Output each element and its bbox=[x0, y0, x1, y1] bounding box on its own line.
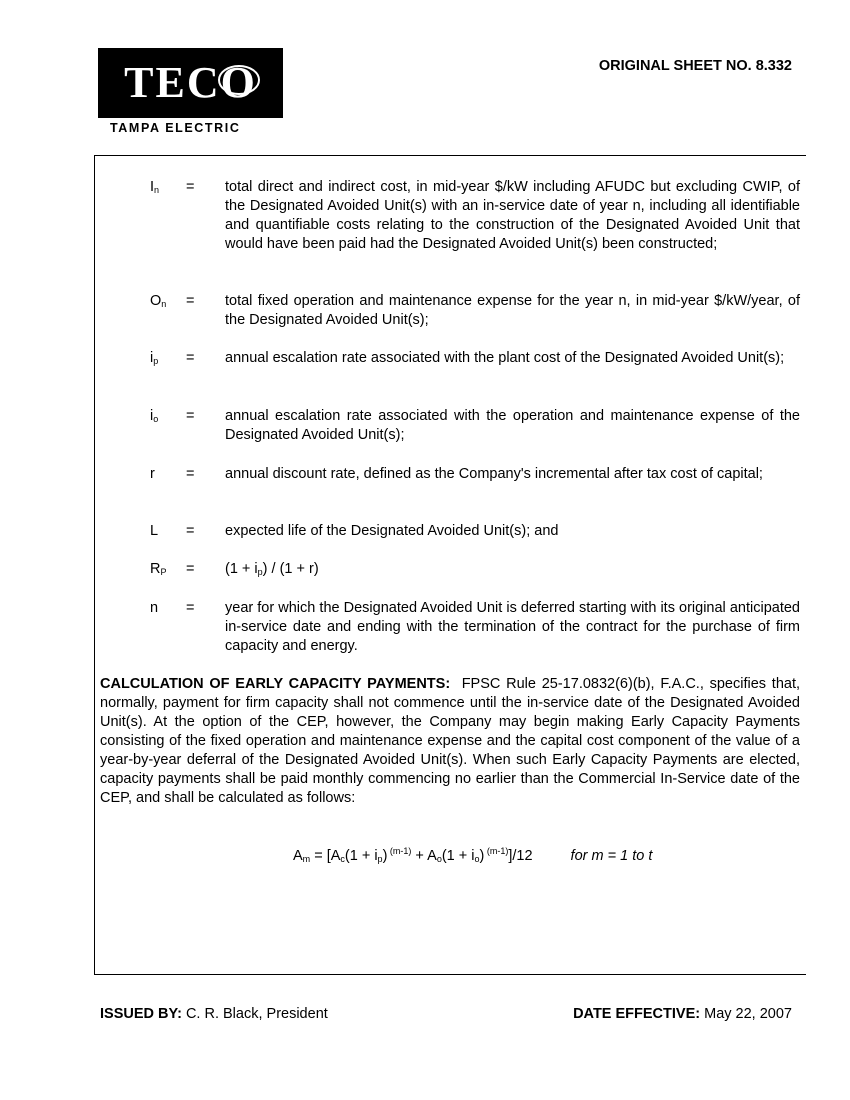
formula-range: for m = 1 to t bbox=[570, 848, 653, 864]
issued-by bbox=[100, 1006, 328, 1022]
issued-label: ISSUED BY: bbox=[100, 1006, 182, 1022]
section-heading: CALCULATION OF EARLY CAPACITY PAYMENTS: bbox=[100, 676, 451, 692]
definition-n: n = year for which the Designated Avoided Unit is deferred starting with its original anticipated in-service date and ending with the termination of the contract for the purchase of firm capacity and energy. bbox=[150, 600, 800, 654]
definition-l: L = expected life of the Designated Avoided Unit(s); and bbox=[150, 522, 800, 541]
definition-rp: $R_P$ = $(1 + i_p) / (1 + r)$ bbox=[150, 560, 800, 582]
date-label: DATE EFFECTIVE: bbox=[573, 1006, 701, 1022]
logo-swoosh-icon bbox=[216, 62, 262, 98]
definition-text: total fixed operation and maintenance expense for the year n, in mid-year $/kW/year, of the Designated Avoided Unit(s); bbox=[225, 293, 800, 328]
definition-text: expected life of the Designated Avoided Unit(s); and bbox=[225, 523, 559, 539]
sheet-number: ORIGINAL SHEET NO. 8.332 bbox=[598, 58, 792, 74]
early-capacity-section bbox=[100, 675, 800, 808]
issued-value: C. R. Black, President bbox=[185, 1006, 328, 1022]
date-value: May 22, 2007 bbox=[704, 1006, 792, 1022]
definition-text: annual escalation rate associated with the plant cost of the Designated Avoided Unit(s); bbox=[225, 350, 785, 366]
logo-wordmark: TECO bbox=[124, 58, 257, 107]
definition-in: $I_n$ = total direct and indirect cost, in mid-year $/kW including AFUDC but excluding CWIP, of the Designated Avoided Unit(s) with an in-service date of year n, including all identifiable and quantifiable costs relating to the construction of the Designated Avoided Unit that would have been paid had the Designated Avoided Unit(s) been constructed; bbox=[150, 179, 800, 252]
date-effective bbox=[573, 1006, 792, 1022]
definition-text: total direct and indirect cost, in mid-year $/kW including AFUDC but excluding CWIP, of the Designated Avoided Unit(s) with an in-service date of year n, including all identifiable and quantifiable costs relating to the construction of the Designated Avoided Unit that would have been paid had the Designated Avoided Unit(s) been constructed; bbox=[225, 179, 800, 252]
early-capacity-formula: $A_m = [A_c(1 + i_p) ^{(m-1)} + A_o(1 + i_o)$ $^{(m-1)}$]/12 for m = 1 to t bbox=[293, 846, 653, 864]
rp-formula: $(1 + i_p) / (1 + r)$ bbox=[225, 561, 319, 577]
definition-text: year for which the Designated Avoided Unit is deferred starting with its original anticipated in-service date and ending with the termination of the contract for the purchase of firm capacity and energy. bbox=[225, 600, 800, 654]
definition-text: annual discount rate, defined as the Company's incremental after tax cost of capital; bbox=[225, 466, 763, 482]
definition-text: annual escalation rate associated with the operation and maintenance expense of the Designated Avoided Unit(s); bbox=[225, 408, 800, 443]
definition-on: $O_n$ = total fixed operation and maintenance expense for the year n, in mid-year $/kW/year, of the Designated Avoided Unit(s); bbox=[150, 293, 800, 328]
logo-subtitle: TAMPA ELECTRIC bbox=[110, 121, 241, 135]
definition-r: r = annual discount rate, defined as the Company's incremental after tax cost of capital; bbox=[150, 465, 800, 484]
section-body: FPSC Rule 25-17.0832(6)(b), F.A.C., specifies that, normally, payment for firm capacity shall not commence until the in-service date of the Designated Avoided Unit(s). At the option of the CEP, however, the Company may begin making Early Capacity Payments consisting of the fixed operation and maintenance expense and the capital cost component of the value of a year-by-year deferral of the Designated Avoided Unit(s). When such Early Capacity Payments are elected, capacity payments shall be paid monthly commencing no earlier than the Commercial In-Service date of the CEP, and shall be calculated as follows: bbox=[100, 676, 801, 806]
definition-ip: $i_p$ = annual escalation rate associated with the plant cost of the Designated Avoided Unit(s); bbox=[150, 349, 800, 368]
definition-io: $i_o$ = annual escalation rate associated with the operation and maintenance expense of the Designated Avoided Unit(s); bbox=[150, 408, 800, 443]
teco-logo bbox=[98, 48, 283, 118]
